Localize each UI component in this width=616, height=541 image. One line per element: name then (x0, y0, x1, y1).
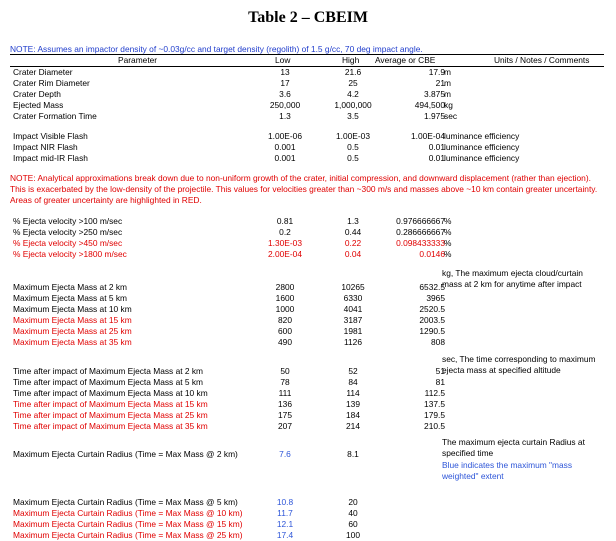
table-row (10, 399, 604, 410)
header-low: Low (275, 55, 291, 65)
high-value: 114 (346, 388, 360, 398)
table-title: Table 2 – CBEIM (248, 9, 368, 26)
low-value: 17.4 (276, 530, 294, 540)
row-label: Crater Depth (13, 89, 61, 99)
high-value: 139 (346, 399, 360, 409)
table-row (10, 142, 604, 153)
row-label: Time after impact of Maximum Ejecta Mass at 5 km (13, 377, 204, 387)
average-value: 210.5 (424, 421, 445, 431)
low-value: 13 (280, 67, 290, 77)
average-value: 1290.5 (419, 326, 445, 336)
low-value: 490 (278, 337, 292, 347)
row-label: Maximum Ejecta Mass at 25 km (13, 326, 132, 336)
row-label: Crater Rim Diameter (13, 78, 90, 88)
table-row (10, 410, 604, 421)
mass-note: kg, The maximum ejecta cloud/curtain mass at 2 km for anytime after impact (442, 268, 583, 289)
table-row (10, 530, 604, 541)
high-value: 3187 (343, 315, 363, 325)
low-value: 1.3 (279, 111, 291, 121)
row-label: Time after impact of Maximum Ejecta Mass at 2 km (13, 366, 204, 376)
row-label: Impact NIR Flash (13, 142, 78, 152)
unit-label: % (444, 249, 452, 259)
table-row (10, 111, 604, 122)
low-value: 1600 (275, 293, 295, 303)
high-value: 8.1 (347, 449, 359, 459)
low-value: 0.2 (279, 227, 291, 237)
row-label: Maximum Ejecta Mass at 10 km (13, 304, 132, 314)
average-value: 6532.5 (419, 282, 445, 292)
uncertainty-note: NOTE: Analytical approximations break down due to non-uniform growth of the crater, initial compression, and downward displacement (rather than ejection). This is exacerbated by the low-density of the projectile. This values for velocities greater than ~300 m/s and masses above ~10 km contain greater uncertainty. Areas of greater uncertainty are highlighted in RED. (10, 173, 598, 205)
average-value: 0.0146 (419, 249, 445, 259)
high-value: 84 (348, 377, 358, 387)
low-value: 50 (280, 366, 290, 376)
average-value: 3.875 (424, 89, 445, 99)
row-label: Crater Formation Time (13, 111, 97, 121)
average-value: 17.9 (428, 67, 445, 77)
unit-label: % (444, 216, 452, 226)
low-value: 0.81 (276, 216, 294, 226)
high-value: 10265 (341, 282, 365, 292)
assumption-note: NOTE: Assumes an impactor density of ~0.03g/cc and target density (regolith) of 1.5 g/cc, 70 deg impact angle. (10, 44, 423, 54)
low-value: 2800 (275, 282, 295, 292)
low-value: 136 (278, 399, 292, 409)
average-value: 0.01 (428, 142, 445, 152)
average-value: 494,500 (414, 100, 445, 110)
average-value: 1.00E-04 (411, 131, 445, 141)
average-value: 0.286666667 (396, 227, 445, 237)
row-label: Maximum Ejecta Curtain Radius (Time = Max Mass @ 15 km) (13, 519, 243, 529)
low-value: 600 (278, 326, 292, 336)
high-value: 40 (348, 508, 358, 518)
average-value: 21 (435, 78, 445, 88)
average-value: 0.976666667 (396, 216, 445, 226)
row-label: Maximum Ejecta Curtain Radius (Time = Max Mass @ 25 km) (13, 530, 243, 540)
row-label: Maximum Ejecta Mass at 5 km (13, 293, 128, 303)
table-row (10, 315, 604, 326)
low-value: 0.001 (274, 142, 296, 152)
low-value: 3.6 (279, 89, 291, 99)
table-row (10, 100, 604, 111)
header-row (10, 54, 604, 67)
table-row (10, 366, 604, 377)
average-value: 112.5 (424, 388, 445, 398)
high-value: 0.5 (347, 153, 359, 163)
average-value: 2003.5 (419, 315, 445, 325)
high-value: 20 (348, 497, 358, 507)
row-label: % Ejecta velocity >100 m/sec (13, 216, 123, 226)
row-label: % Ejecta velocity >1800 m/sec (13, 249, 127, 259)
high-value: 0.44 (344, 227, 362, 237)
table-row (10, 67, 604, 78)
average-value: 1.975 (424, 111, 445, 121)
high-value: 1126 (343, 337, 362, 347)
unit-label: kg (444, 100, 453, 110)
low-value: 175 (278, 410, 292, 420)
unit-label: m (444, 89, 451, 99)
table-row (10, 449, 604, 460)
low-value: 1.30E-03 (268, 238, 302, 248)
table-row (10, 421, 604, 432)
table-row (10, 508, 604, 519)
low-value: 0.001 (274, 153, 296, 163)
average-value: 0.098433333 (396, 238, 445, 248)
unit-label: % (444, 238, 452, 248)
table-row (10, 377, 604, 388)
high-value: 1.3 (347, 216, 359, 226)
row-label: Time after impact of Maximum Ejecta Mass at 25 km (13, 410, 208, 420)
average-value: 137.5 (424, 399, 445, 409)
table-row (10, 304, 604, 315)
time-note: sec, The time corresponding to maximum ejecta mass at specified altitude (442, 354, 596, 375)
table-row (10, 497, 604, 508)
row-label: Maximum Ejecta Curtain Radius (Time = Max Mass @ 10 km) (13, 508, 243, 518)
high-value: 184 (346, 410, 360, 420)
unit-label: luminance efficiency (444, 142, 520, 152)
average-value: 179.5 (424, 410, 445, 420)
average-value: 81 (435, 377, 445, 387)
low-value: 820 (278, 315, 292, 325)
average-value: 0.01 (428, 153, 445, 163)
table-row (10, 153, 604, 164)
high-value: 52 (348, 366, 358, 376)
high-value: 4.2 (347, 89, 359, 99)
high-value: 1,000,000 (334, 100, 372, 110)
low-value: 2.00E-04 (268, 249, 302, 259)
row-label: Time after impact of Maximum Ejecta Mass at 10 km (13, 388, 208, 398)
high-value: 3.5 (347, 111, 359, 121)
header-average: Average or CBE (375, 55, 436, 65)
low-value: 1000 (275, 304, 295, 314)
high-value: 0.22 (344, 238, 362, 248)
table-row (10, 131, 604, 142)
table-row (10, 326, 604, 337)
row-label: Time after impact of Maximum Ejecta Mass at 15 km (13, 399, 208, 409)
high-value: 4041 (343, 304, 363, 314)
row-label: % Ejecta velocity >250 m/sec (13, 227, 123, 237)
spreadsheet (10, 44, 604, 540)
table-row (10, 519, 604, 530)
table-row (10, 89, 604, 100)
table-row (10, 238, 604, 249)
row-label: Maximum Ejecta Mass at 35 km (13, 337, 132, 347)
high-value: 25 (348, 78, 358, 88)
low-value: 78 (280, 377, 290, 387)
low-value: 10.8 (276, 497, 294, 507)
table-row (10, 78, 604, 89)
row-label: Time after impact of Maximum Ejecta Mass at 35 km (13, 421, 208, 431)
radius-legend-note: Blue indicates the maximum "mass weighted" extent (442, 460, 573, 481)
high-value: 21.6 (344, 67, 362, 77)
header-parameter: Parameter (118, 55, 158, 65)
average-value: 51 (435, 366, 445, 376)
table-row (10, 282, 604, 293)
unit-label: % (444, 227, 452, 237)
low-value: 12.1 (276, 519, 294, 529)
high-value: 60 (348, 519, 358, 529)
table-row (10, 216, 604, 227)
header-units: Units / Notes / Comments (494, 55, 590, 65)
low-value: 207 (278, 421, 292, 431)
average-value: 2520.5 (419, 304, 445, 314)
row-label: Ejected Mass (13, 100, 64, 110)
low-value: 250,000 (269, 100, 301, 110)
row-label: Crater Diameter (13, 67, 73, 77)
table-row (10, 337, 604, 348)
average-value: 3965 (426, 293, 445, 303)
row-label: % Ejecta velocity >450 m/sec (13, 238, 123, 248)
low-value: 111 (278, 388, 292, 398)
row-label: Maximum Ejecta Curtain Radius (Time = Max Mass @ 2 km) (13, 449, 238, 459)
header-high: High (342, 55, 360, 65)
row-label: Impact mid-IR Flash (13, 153, 88, 163)
row-label: Maximum Ejecta Mass at 15 km (13, 315, 132, 325)
high-value: 1981 (343, 326, 363, 336)
high-value: 6330 (343, 293, 363, 303)
row-label: Maximum Ejecta Mass at 2 km (13, 282, 128, 292)
high-value: 0.04 (344, 249, 362, 259)
low-value: 1.00E-06 (268, 131, 302, 141)
table-row (10, 249, 604, 260)
radius-note: The maximum ejecta curtain Radius at specified time (442, 437, 585, 458)
low-value: 7.6 (279, 449, 291, 459)
high-value: 214 (346, 421, 360, 431)
row-label: Impact Visible Flash (13, 131, 88, 141)
high-value: 100 (346, 530, 360, 540)
low-value: 11.7 (277, 508, 293, 518)
table-row (10, 388, 604, 399)
table-row (10, 293, 604, 304)
unit-label: m (444, 78, 451, 88)
row-label: Maximum Ejecta Curtain Radius (Time = Max Mass @ 5 km) (13, 497, 238, 507)
high-value: 0.5 (347, 142, 359, 152)
table-row (10, 227, 604, 238)
unit-label: luminance efficiency (444, 153, 520, 163)
unit-label: sec (444, 111, 458, 121)
unit-label: m (444, 67, 451, 77)
average-value: 808 (431, 337, 445, 347)
low-value: 17 (280, 78, 290, 88)
unit-label: luminance efficiency (444, 131, 520, 141)
high-value: 1.00E-03 (336, 131, 370, 141)
